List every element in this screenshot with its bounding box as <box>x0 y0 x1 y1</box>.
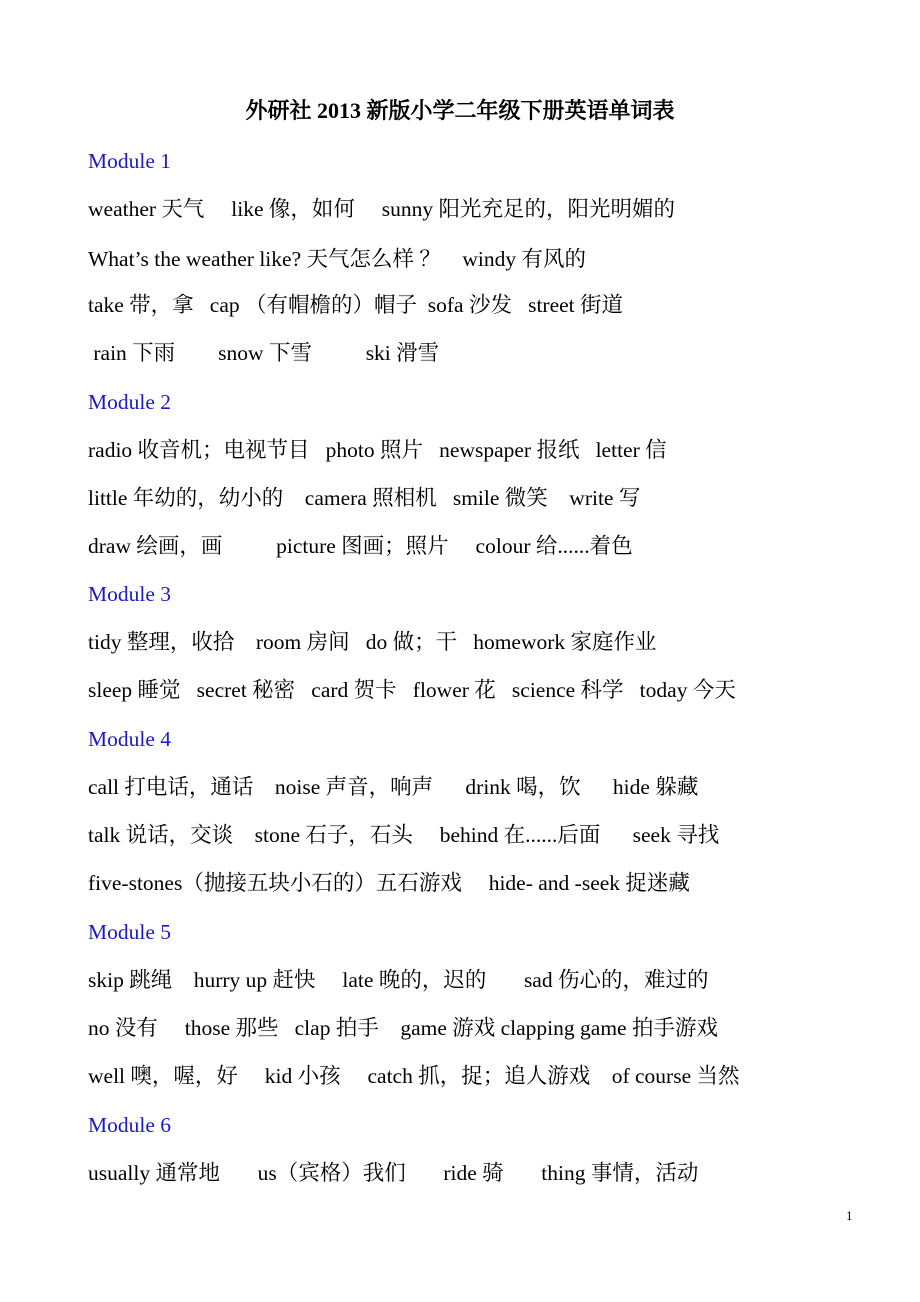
vocab-line: weather 天气 like 像，如何 sunny 阳光充足的，阳光明媚的 <box>88 197 676 221</box>
module-heading: Module 4 <box>88 727 172 751</box>
vocab-line: sleep 睡觉 secret 秘密 card 贺卡 flower 花 science 科学 today 今天 <box>88 678 736 702</box>
vocab-line: What’s the weather like? 天气怎么样 ？ windy 有风的 <box>88 247 586 271</box>
vocab-line: five-stones（抛接五块小石的）五石游戏 hide- and -seek 捉迷藏 <box>88 871 690 895</box>
document-title: 外研社 2013 新版小学二年级下册英语单词表 <box>245 98 675 123</box>
vocab-line: little 年幼的，幼小的 camera 照相机 smile 微笑 write 写 <box>88 486 641 510</box>
module-heading: Module 5 <box>88 920 172 944</box>
page-number: 1 <box>846 1208 853 1223</box>
module-heading: Module 6 <box>88 1113 172 1137</box>
vocab-line: call 打电话，通话 noise 声音，响声 drink 喝，饮 hide 躲藏 <box>88 775 699 799</box>
module-heading: Module 2 <box>88 390 172 414</box>
vocab-line: no 没有 those 那些 clap 拍手 game 游戏 clapping game 拍手游戏 <box>88 1016 718 1040</box>
module-heading: Module 1 <box>88 149 172 173</box>
vocab-line: tidy 整理，收拾 room 房间 do 做；干 homework 家庭作业 <box>88 630 657 654</box>
vocab-line: usually 通常地 us（宾格）我们 ride 骑 thing 事情，活动 <box>88 1161 699 1185</box>
vocab-line: skip 跳绳 hurry up 赶快 late 晚的，迟的 sad 伤心的，难过的 <box>88 968 709 992</box>
vocab-line: well 噢，喔，好 kid 小孩 catch 抓，捉；追人游戏 of course 当然 <box>88 1064 740 1088</box>
vocab-line: take 带，拿 cap （有帽檐的）帽子 sofa 沙发 street 街道 <box>88 293 624 317</box>
vocab-line: radio 收音机；电视节目 photo 照片 newspaper 报纸 letter 信 <box>88 438 667 462</box>
vocab-line: rain 下雨 snow 下雪 ski 滑雪 <box>88 341 440 365</box>
vocab-line: draw 绘画，画 picture 图画；照片 colour 给......着色 <box>88 534 633 558</box>
module-heading: Module 3 <box>88 582 172 606</box>
vocab-line: talk 说话，交谈 stone 石子，石头 behind 在......后面 seek 寻找 <box>88 823 720 847</box>
